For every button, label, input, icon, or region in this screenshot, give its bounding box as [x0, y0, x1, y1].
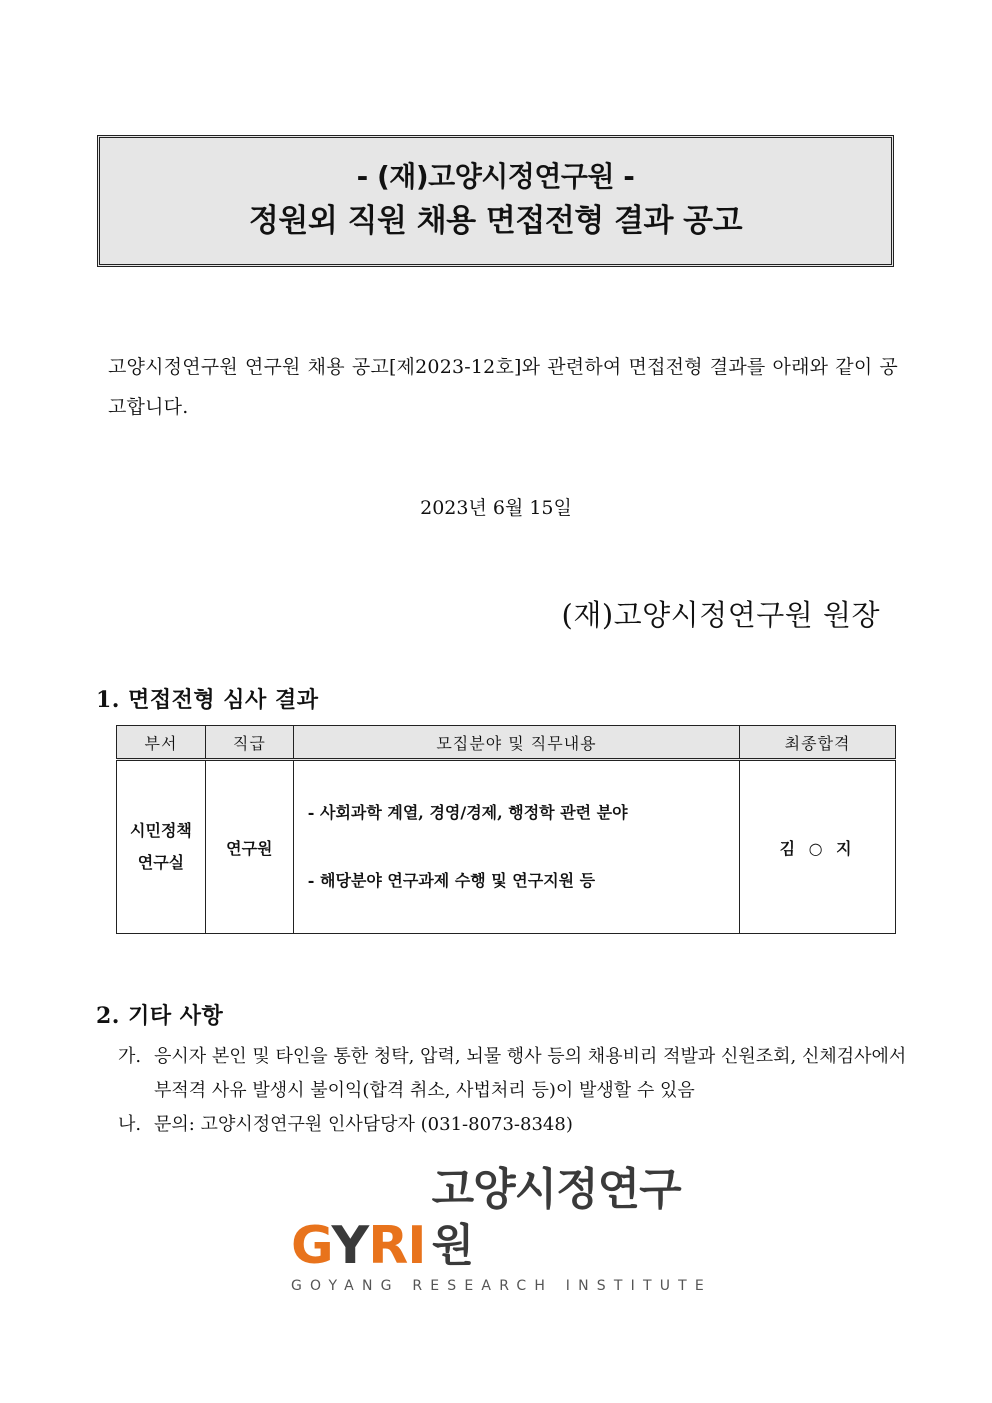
logo-name-english: GOYANG RESEARCH INSTITUTE [291, 1278, 712, 1294]
title-box [97, 135, 894, 267]
list-item-mark: 가. [118, 1046, 142, 1067]
column-header-rank: 직급 [205, 726, 293, 760]
logo-mark-g: G [291, 1216, 332, 1276]
table-header-row [117, 726, 896, 760]
signer: (재)고양시정연구원 원장 [561, 598, 880, 632]
dept-line-2: 연구실 [137, 853, 185, 872]
intro-paragraph: 고양시정연구원 연구원 채용 공고[제2023-12호]와 관련하여 면접전형 결과를 아래와 같이 공고합니다. [108, 356, 898, 418]
announcement-date: 2023년 6월 15일 [420, 497, 572, 519]
column-header-pass: 최종합격 [740, 726, 896, 760]
result-table [116, 725, 896, 934]
cell-rank: 연구원 [205, 760, 293, 934]
logo-name-korean: 고양시정연구원 [431, 1164, 681, 1271]
logo-mark [291, 1218, 426, 1274]
logo-mark-y: Y [331, 1216, 369, 1276]
table-row [117, 760, 896, 934]
logo-mark-ri: RI [368, 1216, 426, 1276]
page-title: 정원외 직원 채용 면접전형 결과 공고 [248, 203, 743, 239]
section-2-title: 2. 기타 사항 [96, 1003, 224, 1029]
gyri-logo [291, 1164, 712, 1300]
list-item-mark: 나. [118, 1114, 142, 1135]
title-organization: - (재)고양시정연구원 - [356, 160, 635, 193]
list-item-text: 문의: 고양시정연구원 인사담당자 (031-8073-8348) [154, 1114, 573, 1135]
cell-duty [293, 760, 739, 934]
list-item-text: 응시자 본인 및 타인을 통한 청탁, 압력, 뇌물 행사 등의 채용비리 적발과 신원조회, 신체검사에서 부적격 사유 발생시 불이익(합격 취소, 사법처리 등)이 발생할 수 있음 [154, 1046, 907, 1101]
cell-final-pass: 김 ○ 지 [740, 760, 896, 934]
section-1-title: 1. 면접전형 심사 결과 [96, 687, 319, 713]
cell-dept [117, 760, 206, 934]
duty-line-1: - 사회과학 계열, 경영/경제, 행정학 관련 분야 [307, 803, 628, 822]
notes-list [118, 1040, 908, 1142]
duty-line-2: - 해당분야 연구과제 수행 및 연구지원 등 [307, 871, 596, 890]
list-item [118, 1040, 908, 1108]
list-item [118, 1108, 908, 1142]
dept-line-1: 시민정책 [130, 821, 192, 840]
column-header-duty: 모집분야 및 직무내용 [293, 726, 739, 760]
column-header-dept: 부서 [117, 726, 206, 760]
